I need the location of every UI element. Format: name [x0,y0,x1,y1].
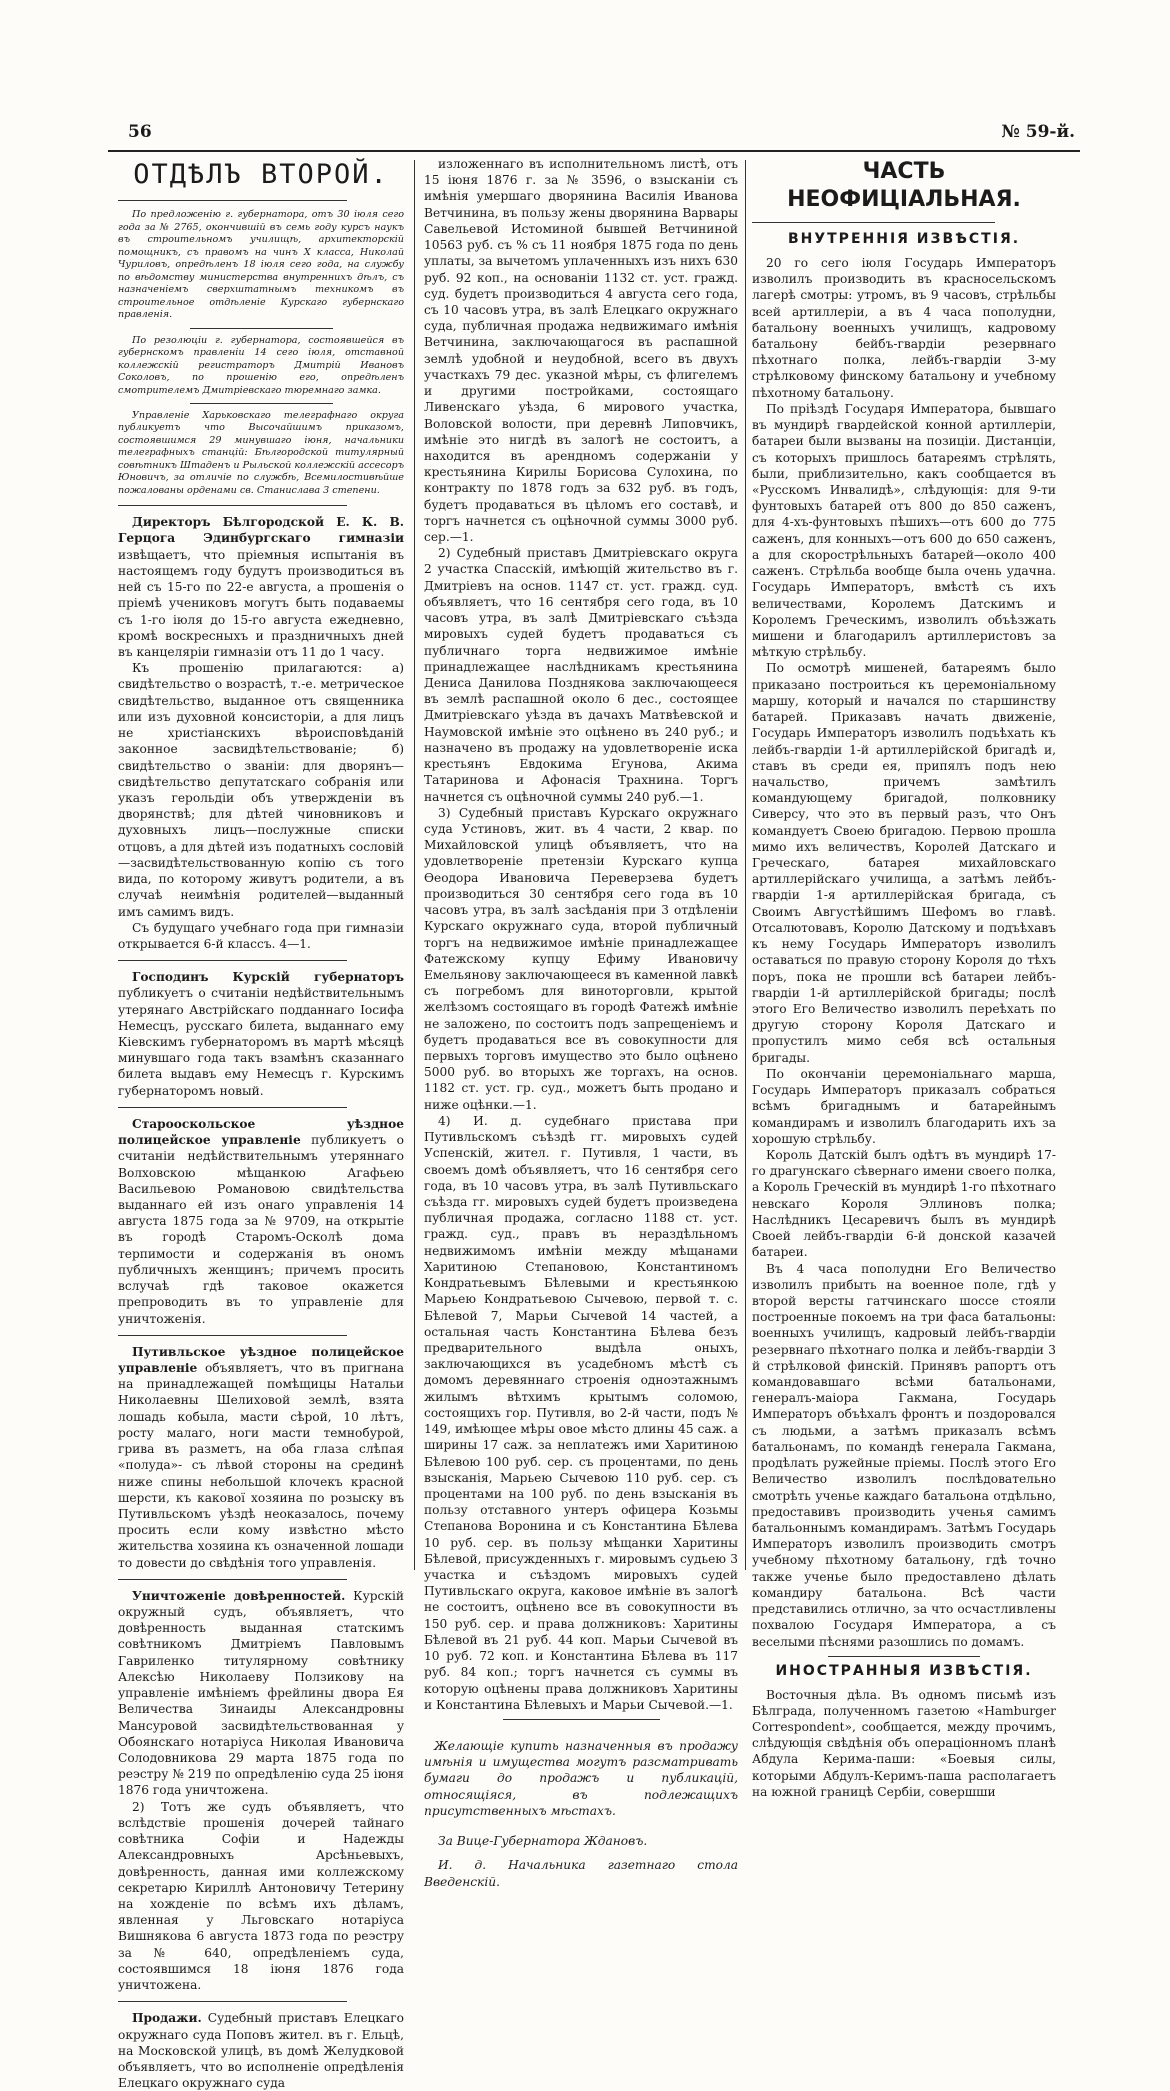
column-divider-2 [745,160,746,1570]
subheading-foreign-news: ИНОСТРАННЫЯ ИЗВѢСТІЯ. [775,1662,1033,1679]
order-1: По предложенію г. губернатора, отъ 30 іюля сего года за № 2765, окончившій въ семь году курсъ наукъ въ строительномъ училищѣ, архитекторскій помощникъ, съ правомъ на чинъ X класса, Николай Чуриловъ, опредѣленъ 18 іюля сего года, на службу по вѣдомству министерства внутреннихъ дѣлъ, съ назначеніемъ сверхштатнымъ техникомъ въ строительное отдѣленіе Курскаго губернскаго правленія. [118,209,404,321]
top-rule [108,150,1080,152]
domestic-paragraph-4: По окончаніи церемоніальнаго марша, Государь Императоръ приказалъ собраться всѣмъ бригаднымъ и батарейнымъ командирамъ и изволилъ благодарить ихъ за хорошую стрѣльбу. [752,1066,1056,1146]
notice-7: Уничтоженіе довѣренностей. Курскій окружный судъ, объявляетъ, что довѣренность выданная статскимъ совѣтникомъ Дмитріемъ Павловымъ Гавриленко титулярному совѣтнику Алексѣю Николаеву Ползикову на управленіе имѣніемъ фрейлины двора Ея Величества Зинаиды Александровны Мансуровой засвидѣтельствованная у Обоянскаго нотаріуса Николая Ивановича Солодовникова 29 марта 1875 года по реэстру № 219 по опредѣленію суда 25 іюня 1876 года уничтожена. [118,1588,405,1798]
sale-notice-1: изложеннаго въ исполнительномъ листѣ, отъ 15 іюня 1876 г. за № 3596, о взысканіи съ имѣнія умершаго дворянина Василія Иванова Ветчинина, въ пользу жены дворянина Варвары Савельевой Истоминой бывшей Ветчининой 10563 руб. съ % съ 11 ноября 1875 года по день уплаты, за вычетомъ уплаченныхъ изъ нихъ 630 руб. 92 коп., на основаніи 1132 ст. уст. гражд. суд. будетъ производиться 4 августа сего года, съ 10 часовъ утра, въ залѣ Елецкаго окружнаго суда, публичная продажа недвижимаго имѣнія Ветчинина, заключающагося въ распашной землѣ удобной и неудобной, всего въ двухъ участкахъ 79 дес. указной мѣры, съ флигелемъ и другими постройками, состоящаго Ливенскаго уѣзда, 6 мирового участка, Воловской волости, при деревнѣ Липовчикъ, имѣніе это нигдѣ въ залогѣ не состоитъ, а находится въ арендномъ содержаніи у крестьянина Кирилы Борисова Сулохина, по контракту по 1878 годъ за 632 руб. въ годъ, будетъ продаваться въ цѣломъ его составѣ, и торгъ начнется съ оцѣночной суммы 3000 руб. сер.—1. [424,157,738,545]
notice-9: Продажи. Судебный приставъ Елецкаго окружнаго суда Поповъ жител. въ г. Ельцѣ, на Московской улицѣ, въ домѣ Желудковой объявляетъ, что во исполненіе опредѣленія Елецкаго окружнаго суда [118,2011,404,2091]
section-heading-unofficial: ЧАСТЬ НЕОФИЦІАЛЬНАЯ. [787,159,1021,213]
signature-newspaper-desk: И. д. Начальника газетнаго стола Введенскій. [424,1858,738,1889]
notice-6: Путивльское уѣздное полицейское управленіе объявляетъ, что въ пригнана на принадлежащей помѣщицы Натальи Николаевны Шелиховой землѣ, взята лошадь кобыла, масти сѣрой, 10 лѣтъ, росту малаго, ноги масти темнобурой, грива въ разметъ, на оба глаза слѣпая «полуда»- съ лѣвой стороны на срединѣ ниже спины небольшой клочекъ красной шерсти, къ какової хозяина по розыску въ Путивльскомъ уѣздѣ неоказалось, почему просить если кому извѣстно мѣсто жительства хозяина къ означенной лошади то довести до свѣдѣнія того управленія. [118,1344,404,1570]
domestic-paragraph-3: По осмотрѣ мишеней, батареямъ было приказано построиться къ церемоніальному маршу, который и начался по старшинству батарей. Приказавъ начать движеніе, Государь Императоръ изволилъ подъѣхать къ лейбъ-гвардіи 1-й артиллерійской бригадѣ и, ставъ въ среди ея, припялъ подъ нею начальство, причемъ замѣтилъ командующему бригадой, полковнику Сиверсу, что это въ первый разъ, что Онъ командуетъ Своею бригадою. Первою прошла мимо ихъ величествъ, Королей Датскаго и Греческаго, батарея михайловскаго артиллерійскаго училища, а затѣмъ лейбъ-гвардіи 1-я артиллерійская бригада, съ Своимъ Августѣйшимъ Шефомъ во главѣ. Отсалютовавъ, Королю Датскому и подъѣхавъ къ нему Государь Императоръ изволилъ оставаться по правую сторону Короля до тѣхъ поръ, пока не прошли всѣ батареи лейбъ-гвардіи 1-й артиллерійской бригады; послѣ этого Его Величество изволилъ переѣхать по другую сторону Короля Датскаго и пропустилъ мимо себя всѣ остальныя бригады. [752,661,1056,1065]
divider [118,1335,347,1336]
divider [118,960,347,961]
issue-number: № 59-й. [1001,122,1075,142]
column-2 [424,156,738,1889]
notice-2: Къ прошенію прилагаются: а) свидѣтельство о возрастѣ, т.-е. метрическое свидѣтельство, выданное отъ священника или изъ духовной консисторіи, а для лицъ не христіанскихъ вѣроисповѣданій законное засвидѣтельствованіе; б) свидѣтельство о званіи: для дворянъ—свидѣтельство депутатскаго собранія или указъ герольдіи объ утвержденіи въ дворянствѣ; для дѣтей чиновниковъ и духовныхъ лицъ—послужные списки отцовъ, а для дѣтей изъ податныхъ сословій—засвидѣтельствованную копію съ того вида, по которому живутъ родители, а въ случаѣ неимѣнія родителей—выданный имъ самимъ видъ. [118,661,404,919]
footer-note: Желающіе купить назначенныя въ продажу имѣнія и имущества могутъ разсматривать бумаги до продажъ и публикацій, относящіяся, въ подлежащихъ присутственныхъ мѣстахъ. [424,1739,738,1818]
divider [118,1579,347,1580]
notice-5: Старооскольское уѣздное полицейское управленіе публикуетъ о считаніи недѣйствительнымъ утеряннаго Волховскою мѣщанкою Агафьею Васильевою Романовою свидѣтельства выданнаго ей изъ онаго управленія 14 августа 1875 года за № 9709, на открытіе въ городѣ Старомъ-Осколѣ дома терпимости и содержанія въ ономъ публичныхъ женщинъ; причемъ просить вслучаѣ гдѣ таковое окажется препроводить въ то управленіе для уничтоженія. [118,1116,404,1326]
column-1 [118,156,405,2091]
page-number-left: 56 [128,122,152,142]
notice-3: Съ будущаго учебнаго года при гимназіи открывается 6-й классъ. 4—1. [118,920,404,951]
domestic-paragraph-1: 20 го сего іюля Государь Императоръ изволилъ производить въ красносельскомъ лагерѣ смотры: утромъ, въ 9 часовъ, стрѣльбы всей артиллеріи, а въ 4 часа пополудни, батальону военныхъ училищъ, кадровому батальону бейбъ-гвардіи резервнаго пѣхотнаго полка, лейбъ-гвардіи 3-му стрѣлковому финскому батальону и учебному пѣхотному батальону. [752,255,1056,400]
divider [118,1107,347,1108]
section-heading-otdel: ОТДѢЛЪ ВТОРОЙ. [133,159,389,190]
divider [503,1719,660,1720]
notice-8: 2) Тотъ же судъ объявляетъ, что вслѣдствіе прошенія дочерей тайнаго совѣтника Софіи и Надежды Александровныхъ Арсѣньевыхъ, довѣренность, данная ими коллежскому секретарю Кириллѣ Антоновичу Тетерину на хожденіе по всѣмъ ихъ дѣламъ, явленная у Льговскаго нотаріуса Вишнякова 6 августа 1873 года по реэстру за № 640, опредѣленіемъ суда, состоявшимся 18 іюня 1876 года уничтожена. [118,1799,404,1993]
domestic-paragraph-5: Король Датскій былъ одѣтъ въ мундирѣ 17-го драгунскаго сѣвернаго имени своего полка, а Король Греческій въ мундирѣ 1-го пѣхотнаго невскаго Короля Эллиновъ полка; Наслѣдникъ Цесаревичъ былъ въ мундирѣ Своей лейбъ-гвардіи 6-й донской казачей батареи. [752,1147,1056,1260]
domestic-paragraph-6: Въ 4 часа пополудни Его Величество изволилъ прибыть на военное поле, гдѣ у второй версты гатчинскаго шоссе стояли построенные покоемъ на три фаса батальоны: военныхъ училищъ, кадровый лейбъ-гвардіи резервнаго пѣхотнаго полка и лейбъ-гвардіи 3 й стрѣлковой финскій. Принявъ рапортъ отъ командовавшаго всѣми батальонами, генералъ-маіора Гакмана, Государь Императоръ объѣхалъ фронтъ и поздоровался съ людьми, а затѣмъ приказалъ всѣмъ батальонамъ, по командѣ генерала Гакмана, продѣлать ружейные пріемы. Послѣ этого Его Величество изволилъ послѣдовательно смотрѣть ученье каждаго батальона отдѣльно, предоставивъ производить ученья самимъ батальоннымъ командирамъ. Затѣмъ Государь Императоръ изволилъ производить смотръ учебному пѣхотному батальону, гдѣ точно также ученье было предоставлено дѣлать командиру батальона. Всѣ части представились отлично, за что осчастливлены похвалою Государя Императора, а съ веселыми пѣснями разошлись по домамъ. [752,1261,1056,1649]
order-3: Управленіе Харьковскаго телеграфнаго округа публикуетъ что Высочайшимъ приказомъ, состоявшимся 29 минувшаго іюня, начальники телеграфныхъ станцій: Бѣлгородской титулярный совѣтникъ Штаденъ и Рыльской коллежскій ассесоръ Юновичъ, за отличіе по службѣ, Всемилостивѣйше пожалованы орденами св. Станислава 3 степени. [118,409,404,496]
divider [118,2001,347,2002]
domestic-paragraph-2: По пріѣздѣ Государя Императора, бывшаго въ мундирѣ гвардейской конной артиллеріи, батареи были вызваны на позиціи. Дистанціи, съ которыхъ пришлось батареямъ стрѣлять, были, приблизительно, какъ сообщается въ «Русскомъ Инвалидѣ», слѣдующія: для 9-ти фунтовыхъ батарей отъ 800 до 850 саженъ, для 4-хъ-фунтовыхъ пѣшихъ—отъ 600 до 775 саженъ, для конныхъ—отъ 600 до 650 саженъ, а для скорострѣльныхъ батарей—около 400 саженъ. Стрѣльба вообще была очень удачна. Государь Императоръ, вмѣстѣ съ ихъ величествами, Королемъ Датскимъ и Королемъ Греческимъ, изволилъ объѣзжать мишени и благодарилъ артиллеристовъ за мѣткую стрѣльбу. [752,401,1056,660]
divider [118,505,347,506]
sale-notice-4: 4) И. д. судебнаго пристава при Путивльскомъ съѣздѣ гг. мировыхъ судей Успенскій, жител. г. Путивля, 1 части, въ своемъ домѣ объявляетъ, что 16 сентября сего года, въ 10 часовъ утра, въ залѣ Путивльскаго съѣзда гг. мировыхъ судей будетъ произведена публичная продажа, согласно 1188 ст. уст. гражд. суд., правъ въ нераздѣльномъ недвижимомъ имѣніи между мѣщанами Харитиною Степановою, Константиномъ Кондратьевымъ Бѣлевыми и крестьянкою Марьею Кондратьевою Сычевою, первой т. с. Бѣлевой 7, Марьи Сычевой 14 частей, а остальная часть Константина Бѣлева безъ предварительного выдѣла оныхъ, заключающихся въ усадебномъ мѣстѣ съ домомъ деревяннаго строенія одноэтажнымъ жилымъ вѣтхимъ крытымъ соломою, состоящихъ гор. Путивля, во 2-й части, подъ № 149, имѣющее мѣры овое мѣсто длины 45 саж. а ширины 17 саж. за неплатежъ ими Харитиною Бѣлевою 100 руб. сер. съ процентами, по день взысканія, Марьею Сычевою 110 руб. сер. съ процентами на 100 руб. по день взысканія въ пользу отставного унтеръ офицера Козьмы Степанова Воронина и съ Константина Бѣлева 10 руб. сер. въ пользу мѣщанки Харитины Бѣлевой, присужденныхъ г. мировымъ судьею 3 участка и съѣздомъ мировыхъ судей Путивльскаго округа, каковое имѣніе въ залогѣ не состоитъ, оцѣнено все въ совокупности въ 150 руб. сер. и права должниковъ: Харитины Бѣлевой въ 21 руб. 44 коп. Марьи Сычевой въ 10 руб. 72 коп. и Константина Бѣлева въ 117 руб. 84 коп.; торгъ начнется съ суммы въ которую оцѣнены права должниковъ Харитины и Константина Бѣлевыхъ и Марьи Сычевой.—1. [424,1113,738,1712]
sale-notice-2: 2) Судебный приставъ Дмитріевскаго округа 2 участка Спасскій, имѣющій жительство въ г. Дмитріевъ на основ. 1147 ст. уст. гражд. суд. объявляетъ, что 16 сентября сего года, въ 10 часовъ утра, въ залѣ Дмитріевскаго съѣзда мировыхъ судей будетъ продаваться съ публичнаго торга недвижимое имѣніе принадлежащее наслѣдникамъ крестьянина Дениса Данилова Позднякова заключающееся въ землѣ распашной около 6 дес., состоящее Дмитріевскаго уѣзда въ дачахъ Матвѣевской и Наумовской имѣніе это оцѣнено въ 240 руб.; и назначено въ продажу на удовлетвореніе иска крестьянъ Евдокима Егунова, Акима Татаринова и Афонасія Трахнина. Торгъ начнется съ оцѣночной суммы 240 руб.—1. [424,546,738,804]
divider [118,200,347,201]
column-divider-1 [414,160,415,1570]
signature-vice-governor: За Вице-Губернатора Ждановъ. [438,1834,648,1849]
order-2: По резолюціи г. губернатора, состоявшейся въ губернскомъ правленіи 14 сего іюля, отставной коллежскій регистраторъ Дмитрій Ивановъ Соколовъ, по прошенію его, опредѣленъ смотрителемъ Дмитріевскаго тюремнаго замка. [118,334,404,396]
notice-1: Директоръ Бѣлгородской Е. К. В. Герцога Эдинбургскаго гимназіи извѣщаетъ, что пріемныя испытанія въ настоящемъ году будутъ производиться въ ней съ 15-го по 22-е августа, а прошенія о пріемѣ учениковъ могутъ быть подаваемы съ 1-го іюля до 15-го августа ежедневно, кромѣ воскресныхъ и праздничныхъ дней въ канцеляріи гимназіи отъ 11 до 1 часу. [118,515,404,660]
divider [752,222,995,223]
sale-notice-3: 3) Судебный приставъ Курскаго окружнаго суда Устиновъ, жит. въ 4 части, 2 квар. по Михайловской улицѣ объявляетъ, что на удовлетвореніе претензіи Курскаго купца Ѳеодора Ивановича Переверзева будетъ производиться 30 сентября сего года въ 10 часовъ утра, въ залѣ засѣданія при 3 отдѣленіи Курскаго окружнаго суда, второй публичный торгъ на недвижимое имѣніе принадлежащее Фатежскому купцу Ефиму Ивановичу Емельянову заключающееся въ каменной лавкѣ съ погребомъ для виноторговли, крытой желѣзомъ состоящаго въ городѣ Фатежѣ имѣніе не заложено, по состоитъ подъ запрещеніемъ и будетъ продаваться все въ совокупности для первыхъ торговъ имущество это было оцѣнено 5000 руб. во вторыхъ же торгахъ, на основ. 1182 ст. уст. гр. суд., можетъ быть продано и ниже оцѣнки.—1. [424,805,738,1112]
divider [828,1656,980,1657]
column-3 [752,156,1056,1799]
notice-4: Господинъ Курскій губернаторъ публикуетъ о считаніи недѣйствительнымъ утерянаго Австрійскаго подданнаго Іосифа Немесцъ, русскаго билета, выданнаго ему Кіевскимъ губернаторомъ въ мартѣ мѣсяцѣ минувшаго года такъ взамѣнъ сказаннаго билета выдавъ ему Немесцъ г. Курскимъ губернаторомъ новый. [118,970,404,1098]
divider [190,328,333,329]
divider [190,403,333,404]
subheading-domestic-news: ВНУТРЕННІЯ ИЗВѢСТІЯ. [787,231,1021,248]
foreign-paragraph-1: Восточныя дѣла. Въ одномъ письмѣ изъ Бѣлграда, полученномъ газетою «Hamburger Correspondent», сообщается, между прочимъ, слѣдующія свѣдѣнія объ операціонномъ планѣ Абдула Керима-паши: «Боевыя силы, которыми Абдулъ-Керимъ-паша располагаетъ на южной границѣ Сербіи, совершши [752,1687,1056,1799]
